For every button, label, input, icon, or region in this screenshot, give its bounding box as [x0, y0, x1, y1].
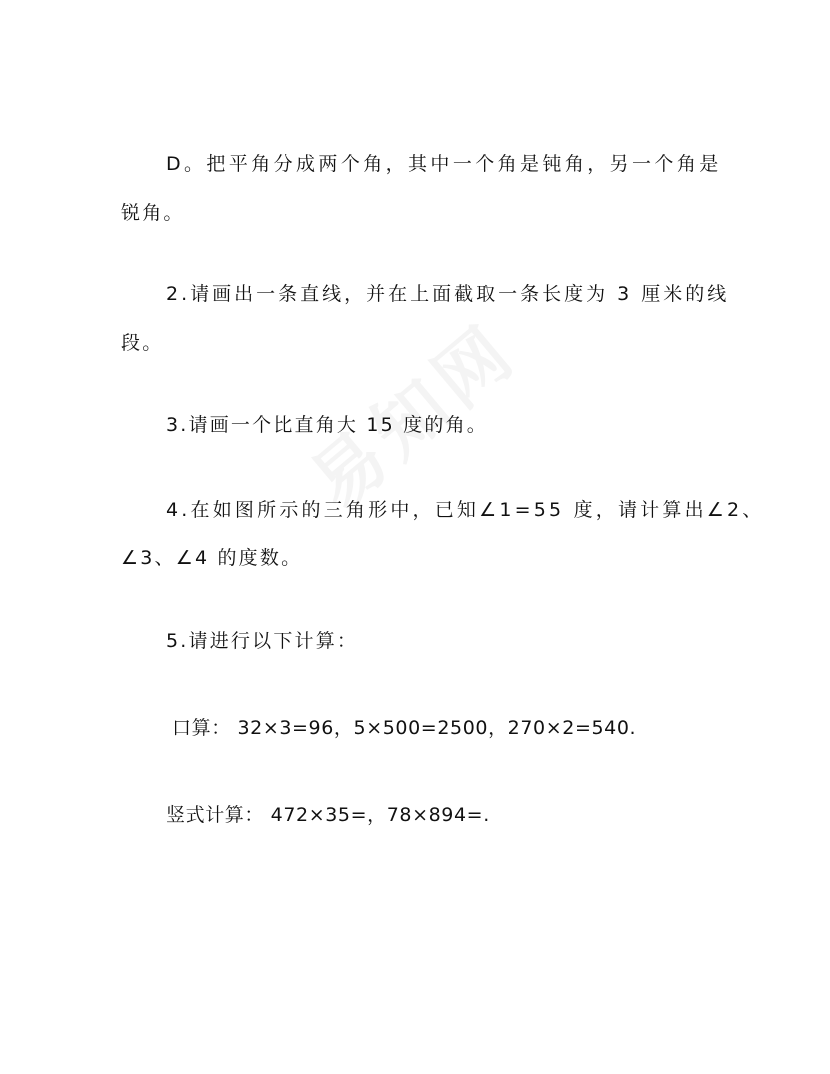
option-d-line-1: D。把平角分成两个角，其中一个角是钝角，另一个角是	[166, 153, 722, 175]
option-d-line-2: 锐角。	[121, 202, 185, 224]
question-4-line-1: 4.在如图所示的三角形中，已知∠1=55 度，请计算出∠2、	[166, 499, 765, 521]
question-2-line-2: 段。	[121, 332, 164, 354]
question-4-line-2: ∠3、∠4 的度数。	[121, 547, 303, 569]
question-3: 3.请画一个比直角大 15 度的角。	[166, 414, 488, 436]
vertical-calculation: 竖式计算： 472×35=，78×894=.	[166, 804, 490, 826]
question-5: 5.请进行以下计算：	[166, 630, 359, 652]
oral-calculation: 口算： 32×3=96，5×500=2500，270×2=540.	[172, 717, 637, 739]
watermark	[285, 295, 536, 529]
question-2-line-1: 2.请画出一条直线，并在上面截取一条长度为 3 厘米的线	[166, 283, 730, 305]
